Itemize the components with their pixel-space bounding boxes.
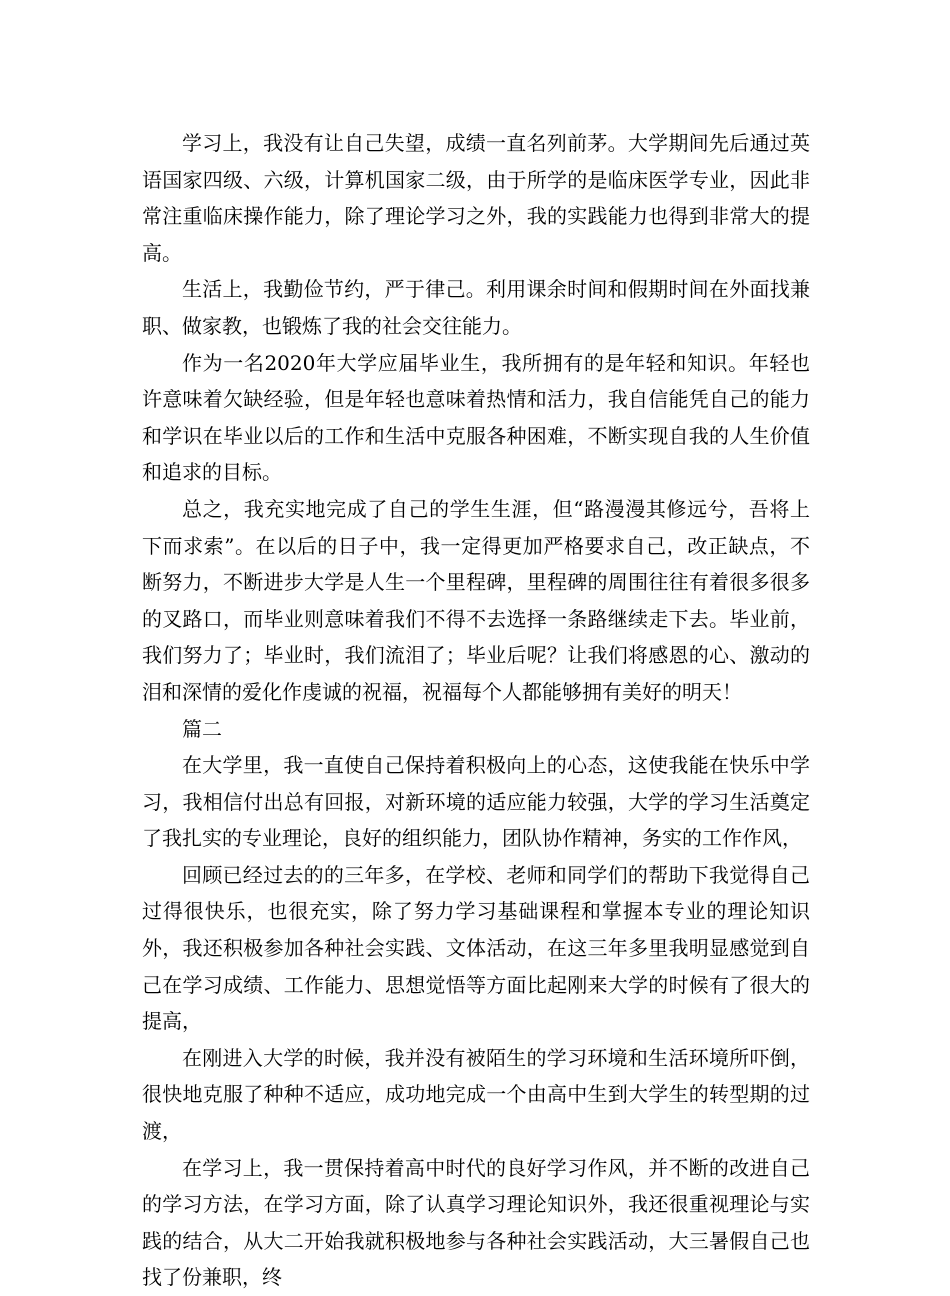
paragraph-freshman: 在刚进入大学的时候，我并没有被陌生的学习环境和生活环境所吓倒，很快地克服了种种不适应，成功地完成一个由高中生到大学生的转型期的过渡， <box>142 1045 810 1144</box>
paragraph-university: 在大学里，我一直使自己保持着积极向上的心态，这使我能在快乐中学习，我相信付出总有回报，对新环境的适应能力较强，大学的学习生活奠定了我扎实的专业理论，良好的组织能力，团队协作精神，务实的工作作风， <box>142 753 810 851</box>
paragraph-graduate: 作为一名2020年大学应届毕业生，我所拥有的是年轻和知识。年轻也许意味着欠缺经验，但是年轻也意味着热情和活力，我自信能凭自己的能力和学识在毕业以后的工作和生活中克服各种困难，不断实现自我的人生价值和追求的目标。 <box>142 350 810 485</box>
document-body <box>142 125 810 1296</box>
section-heading: 篇二 <box>182 716 222 741</box>
paragraph-summary: 总之，我充实地完成了自己的学生生涯，但“路漫漫其修远兮，吾将上下而求索”。在以后的日子中，我一定得更加严格要求自己，改正缺点，不断努力，不断进步大学是人生一个里程碑，里程碑的周围往往有着很多很多的叉路口，而毕业则意味着我们不得不去选择一条路继续走下去。毕业前，我们努力了；毕业时，我们流泪了；毕业后呢？让我们将感恩的心、激动的泪和深情的爱化作虔诚的祝福，祝福每个人都能够拥有美好的明天！ <box>142 496 810 704</box>
paragraph-study: 学习上，我没有让自己失望，成绩一直名列前茅。大学期间先后通过英语国家四级、六级，计算机国家二级，由于所学的是临床医学专业，因此非常注重临床操作能力，除了理论学习之外，我的实践能力也得到非常大的提高。 <box>142 131 810 265</box>
paragraph-life: 生活上，我勤俭节约，严于律己。利用课余时间和假期时间在外面找兼职、做家教，也锻炼了我的社会交往能力。 <box>142 277 810 338</box>
paragraph-learning: 在学习上，我一贯保持着高中时代的良好学习作风，并不断的改进自己的学习方法，在学习方面，除了认真学习理论知识外，我还很重视理论与实践的结合，从大二开始我就积极地参与各种社会实践活动，大三暑假自己也找了份兼职，终 <box>142 1155 810 1290</box>
paragraph-review: 回顾已经过去的的三年多，在学校、老师和同学们的帮助下我觉得自己过得很快乐，也很充实，除了努力学习基础课程和掌握本专业的理论知识外，我还积极参加各种社会实践、文体活动，在这三年多里我明显感觉到自己在学习成绩、工作能力、思想觉悟等方面比起刚来大学的时候有了很大的提高， <box>142 862 810 1034</box>
